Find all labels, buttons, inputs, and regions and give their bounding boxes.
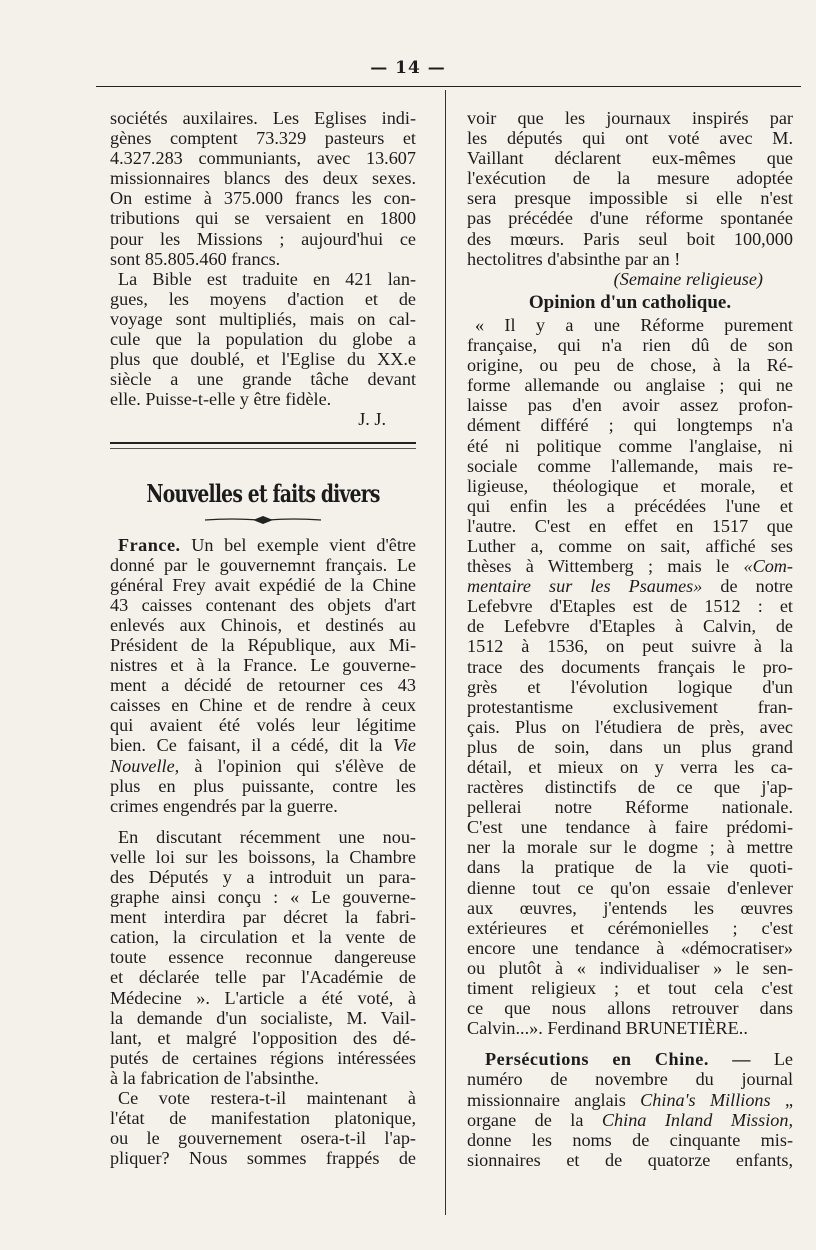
text-line: plus que doublé, et l'Eglise du XX.e	[110, 349, 416, 370]
text-line: pellerai notre Réforme nationale.	[467, 797, 793, 818]
text-line: sont 85.805.460 francs.	[110, 248, 281, 269]
text-line: pas précédée d'une réforme spontanée	[467, 208, 793, 229]
text-line: de Lefebvre d'Etaples à Calvin, de	[467, 616, 793, 637]
text-line: qui enfin les a précédées l'une et	[467, 495, 793, 516]
text-line: caisses en Chine et de rendre à ceux	[110, 695, 416, 716]
text-line: crimes engendrés par la guerre.	[110, 795, 338, 816]
text-line: Président de la République, aux Mi-	[110, 634, 416, 655]
text-line: laisse pas d'en avoir assez profon-	[467, 395, 793, 416]
text-line: toute essence reconnue dangereuse	[110, 947, 416, 968]
text-line: grès et l'évolution logique d'un	[467, 676, 793, 697]
text-line: été ni politique comme l'anglaise, ni	[467, 435, 793, 456]
text-line: voyage sont multipliés, mais on cal-	[110, 308, 416, 329]
text-line: plus de soin, dans un plus grand	[467, 736, 793, 757]
text-line: On estime à 375.000 francs les con-	[110, 188, 416, 209]
text-line: donné par le gouvernemnt français. Le	[110, 554, 416, 575]
text-line: des mœurs. Paris seul boit 100,000	[467, 228, 793, 249]
text-span: à l'opinion qui s'élève de	[179, 755, 416, 776]
text-line: ou le gouvernement osera-t-il l'ap-	[110, 1128, 416, 1149]
text-line: ligieuse, théologique et morale, et	[467, 475, 793, 496]
text-line	[110, 756, 416, 776]
text-line: l'état de manifestation platonique,	[110, 1108, 416, 1129]
text-line: ractères distinctifs de ce que j'ap-	[467, 777, 793, 798]
italic-title: China's Millions	[640, 1089, 771, 1110]
text-line: enlevés aux Chinois, et destinés au	[110, 614, 416, 635]
text-line: 4.327.283 communiants, avec 13.607	[110, 148, 416, 169]
text-line: origine, ou peu de chose, à la Ré-	[467, 355, 793, 376]
text-line: numéro de novembre du journal	[467, 1069, 793, 1090]
text-line	[467, 1049, 793, 1069]
text-span: bien. Ce faisant, il a cédé, dit la	[110, 735, 383, 756]
text-line: cation, la circulation et la vente de	[110, 927, 416, 948]
text-line: Médecine ». L'article a été voté, à	[110, 987, 416, 1008]
text-line: pliquer? Nous sommes frappés de	[110, 1148, 416, 1169]
text-line: les députés qui ont voté avec M.	[467, 128, 793, 149]
header-rule	[96, 86, 801, 87]
text-line: encore une tendance à «démocratiser»	[467, 937, 793, 958]
spacer	[110, 816, 416, 827]
text-line	[467, 1090, 793, 1110]
text-line: 1512 à 1536, on peut suivre à la	[467, 636, 793, 657]
text-line	[467, 1110, 793, 1130]
vote-paragraph	[110, 1088, 416, 1168]
text-line: la demande d'un socialiste, M. Vail-	[110, 1007, 416, 1028]
text-line: Luther a, comme on sait, affiché ses	[467, 535, 793, 556]
ornament-divider-icon	[203, 515, 323, 525]
opinion-paragraph	[467, 315, 793, 1038]
text-line	[467, 556, 793, 576]
text-line: voir que les journaux inspirés par	[467, 108, 793, 128]
signature: J. J.	[358, 409, 386, 430]
text-line: qui avaient été volés leur légitime	[110, 715, 416, 736]
absinthe-paragraph	[110, 827, 416, 1088]
text-line: elle. Puisse-t-elle y être fidèle.	[110, 389, 332, 410]
text-line: timent religieux ; et tout cela c'est	[467, 978, 793, 999]
text-line: gues, les moyens d'action et de	[110, 288, 416, 309]
text-span: organe de la	[467, 1109, 602, 1130]
text-line: sera presque impossible si elle n'est	[467, 188, 793, 209]
text-line: siècle a une grande tâche devant	[110, 369, 416, 390]
opinion-title: Opinion d'un catholique.	[528, 291, 732, 313]
absinthe-continuation-paragraph	[467, 108, 793, 269]
text-line: missionnaires blancs des deux sexes.	[110, 168, 416, 189]
text-line: l'autre. C'est en effet en 1517 que	[467, 515, 793, 536]
text-line	[467, 576, 793, 596]
text-line: ou plutôt à « individualiser » le sen-	[467, 957, 793, 978]
source-italic: (Semaine religieuse)	[613, 268, 763, 289]
bible-paragraph	[110, 269, 416, 410]
page-number: — 14 —	[370, 58, 446, 78]
text-line: gènes comptent 73.329 pasteurs et	[110, 128, 416, 149]
text-line: Calvin...». Ferdinand BRUNETIÈRE..	[467, 1018, 748, 1039]
text-line: à la fabrication de l'absinthe.	[110, 1067, 319, 1088]
text-span: thèses à Wittemberg ; mais le	[467, 556, 744, 577]
right-column	[467, 108, 793, 1170]
france-paragraph	[110, 535, 416, 816]
text-line: protestantisme exclusivement fran-	[467, 696, 793, 717]
text-line: lant, et malgré l'opposition des dé-	[110, 1027, 416, 1048]
section-title: Nouvelles et faits divers	[146, 478, 380, 508]
run-head-france: France.	[118, 534, 181, 555]
text-line: dienne tout ce qu'on essaie d'enlever	[467, 877, 793, 898]
italic-title: mentaire sur les Psaumes»	[467, 576, 703, 597]
text-line: Ce vote restera-t-il maintenant à	[118, 1088, 416, 1109]
missions-statistics-paragraph	[110, 108, 416, 269]
text-line: donne les noms de cinquante mis-	[467, 1129, 793, 1150]
text-line: extérieures et cérémonielles ; c'est	[467, 917, 793, 938]
text-line: sionnaires et de quatorze enfants,	[467, 1149, 793, 1170]
text-line: française, qui n'a rien dû de son	[467, 335, 793, 356]
spacer	[467, 1038, 793, 1049]
text-line: sociale comme l'allemande, mais re-	[467, 455, 793, 476]
text-line: l'exécution de la mesure adoptée	[467, 168, 793, 189]
left-column	[110, 108, 416, 1168]
column-divider	[445, 90, 446, 1215]
text-line: graphe ainsi conçu : « Le gouverne-	[110, 887, 416, 908]
text-span: Le	[750, 1049, 794, 1070]
text-line: « Il y a une Réforme purement	[475, 314, 793, 335]
text-line: La Bible est traduite en 421 lan-	[118, 268, 416, 289]
text-line: forme allemande ou anglaise ; qui ne	[467, 375, 793, 396]
text-line: pour les Missions ; aujourd'hui ce	[110, 228, 416, 249]
text-line: ner la morale sur le dogme ; à mettre	[467, 837, 793, 858]
text-line: et déclarée telle par l'Académie de	[110, 967, 416, 988]
run-head-persecutions: Persécutions en Chine. —	[485, 1049, 751, 1070]
text-line: velle loi sur les boissons, la Chambre	[110, 846, 416, 867]
text-line: général Frey avait expédié de la Chine	[110, 574, 416, 595]
text-span: Un bel exemple vient d'être	[180, 534, 416, 555]
text-line	[110, 735, 416, 755]
text-line: En discutant récemment une nou-	[118, 826, 416, 847]
text-line: plus en plus puissante, contre les	[110, 775, 416, 796]
text-line: çais. Plus on l'étudiera de près, avec	[467, 716, 793, 737]
text-line: sociétés auxilaires. Les Eglises indi-	[110, 108, 416, 128]
text-span: „	[770, 1089, 794, 1110]
text-line: nistres et à la France. Le gouverne-	[110, 655, 416, 676]
text-line: 43 caisses contenant des objets d'art	[110, 594, 416, 615]
text-line: hectolitres d'absinthe par an !	[467, 248, 681, 269]
text-line: ce que nous allons retrouver dans	[467, 998, 793, 1019]
text-line: putés de certaines régions intéressées	[110, 1047, 416, 1068]
source-citation	[467, 269, 793, 289]
text-span: missionnaire anglais	[467, 1089, 641, 1110]
text-line: cule que la population du globe a	[110, 329, 416, 350]
text-line	[110, 535, 416, 555]
text-line: C'est une tendance à faire prédomi-	[467, 817, 793, 838]
italic-title: Nouvelle,	[110, 755, 180, 776]
text-line: ment a décidé de retourner ces 43	[110, 675, 416, 696]
text-line: ment interdira par décret la fabri-	[110, 907, 416, 928]
text-line: Vaillant déclarent eux-mêmes que	[467, 148, 793, 169]
italic-title: Vie	[393, 735, 417, 756]
text-line: détail, et mieux on y verra les ca-	[467, 757, 793, 777]
persecutions-paragraph	[467, 1049, 793, 1170]
text-line: dément différé ; qui longtemps n'a	[467, 415, 793, 436]
text-line: tributions qui se versaient en 1800	[110, 208, 416, 229]
text-line: trace des documents français le pro-	[467, 656, 793, 677]
text-line: dans la pratique de la vie quoti-	[467, 857, 793, 878]
text-line: aux œuvres, j'entends les œuvres	[467, 897, 793, 918]
italic-title: «Com-	[743, 556, 793, 577]
text-line: Lefebvre d'Etaples est de 1512 : et	[467, 596, 793, 617]
text-span: de notre	[702, 576, 793, 597]
text-line: des Députés y a introduit un para-	[110, 867, 416, 887]
section-rule	[110, 442, 416, 449]
italic-title: China Inland Mission,	[601, 1109, 793, 1130]
